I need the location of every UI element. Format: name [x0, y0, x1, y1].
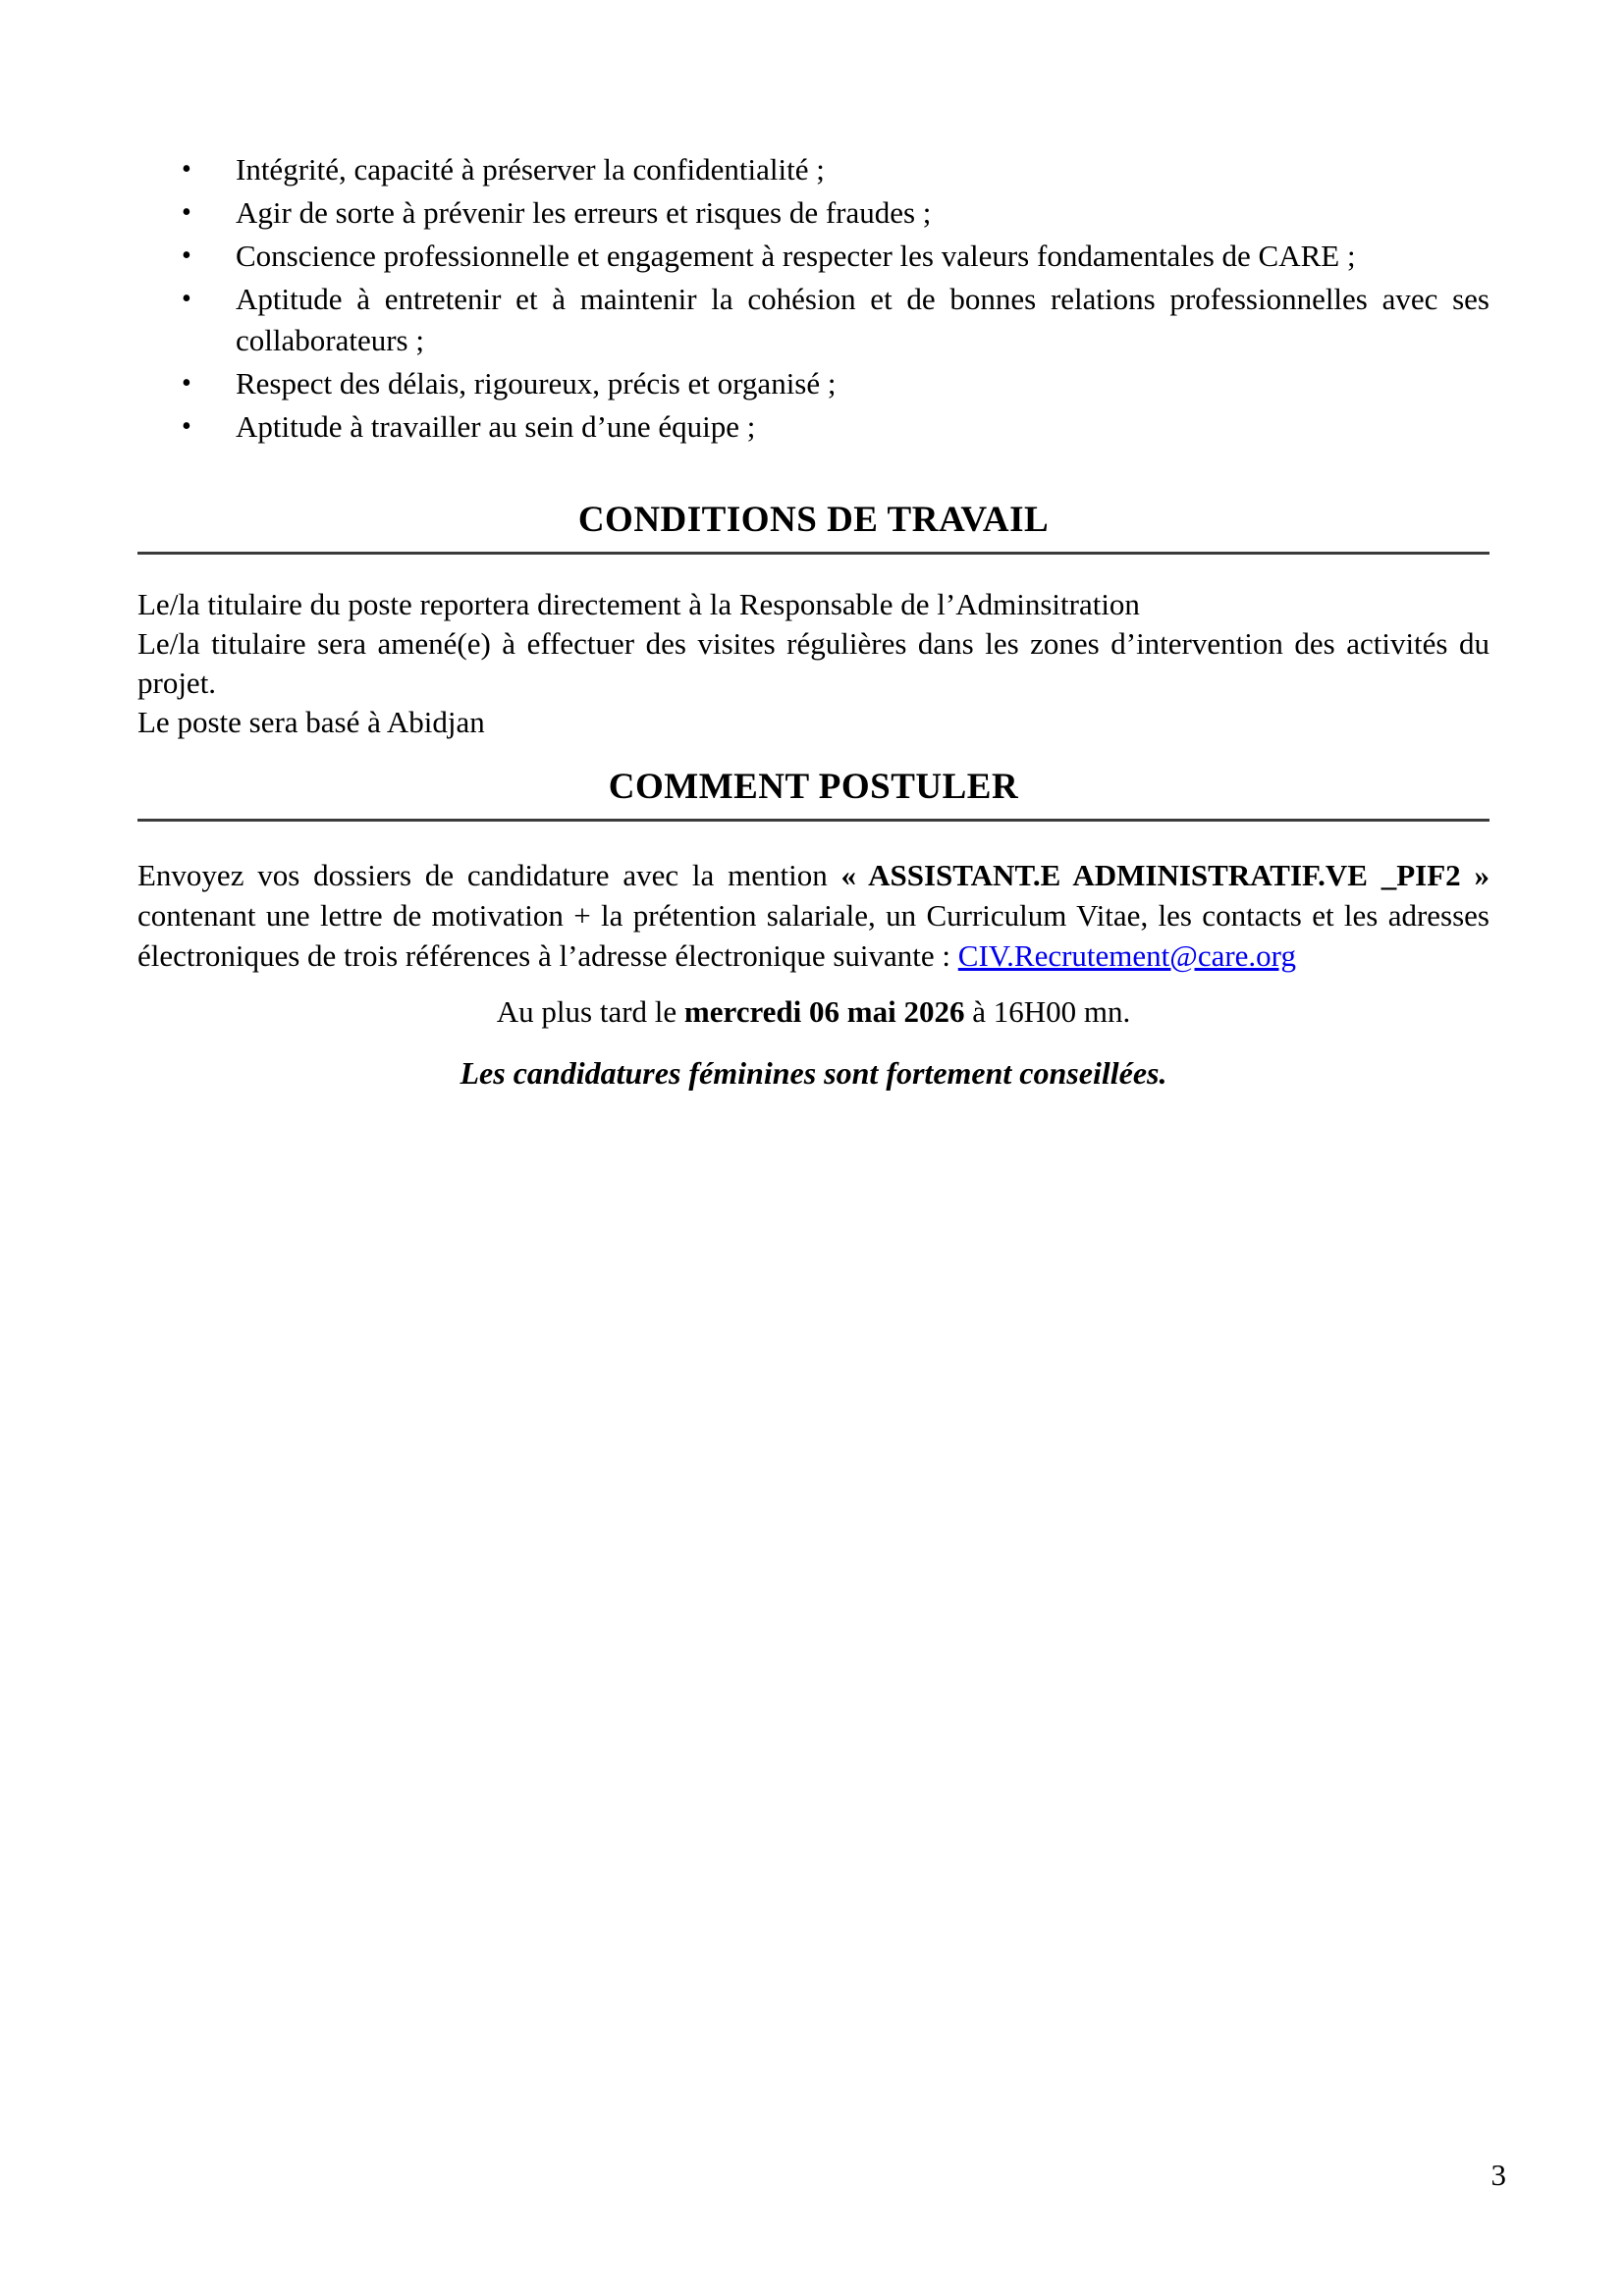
bullet-item — [137, 279, 1489, 361]
deadline-suffix: à 16H00 mn. — [964, 994, 1131, 1029]
bullet-icon: • — [182, 368, 191, 399]
conditions-paragraph-reporting: Le/la titulaire du poste reportera directement à la Responsable de l’Adminsitration — [137, 587, 1140, 621]
bullet-item — [137, 236, 1489, 277]
postuler-paragraph — [137, 855, 1489, 976]
bullet-item — [137, 149, 1489, 190]
deadline-date-bold: mercredi 06 mai 2026 — [683, 994, 965, 1029]
bullet-item-text: Intégrité, capacité à préserver la confidentialité ; — [236, 152, 825, 187]
postuler-text-before-mention: Envoyez vos dossiers de candidature avec la mention — [137, 858, 841, 892]
email-link[interactable]: CIV.Recrutement@care.org — [957, 938, 1296, 973]
postuler-text-after-mention: contenant une lettre de motivation + la prétention salariale, un Curriculum Vitae, les contacts et les adresses électroniques de trois références à l’adresse électronique suivante : — [137, 898, 1489, 973]
bullet-icon: • — [182, 284, 191, 314]
bullet-icon: • — [182, 154, 191, 185]
female-candidates-note: Les candidatures féminines sont fortement conseillées. — [460, 1055, 1167, 1091]
qualities-bullet-list — [137, 149, 1489, 448]
bullet-item-text: Aptitude à travailler au sein d’une équipe ; — [236, 409, 756, 444]
bullet-item-text: Respect des délais, rigoureux, précis et organisé ; — [236, 366, 837, 400]
bullet-item — [137, 192, 1489, 234]
postuler-section-body — [137, 855, 1489, 976]
bullet-item-text: Aptitude à entretenir et à maintenir la cohésion et de bonnes relations professionnelles avec ses collaborateurs ; — [236, 282, 1489, 357]
bullet-item-text: Conscience professionnelle et engagement à respecter les valeurs fondamentales de CARE ; — [236, 239, 1356, 273]
conditions-paragraph-visites: Le/la titulaire sera amené(e) à effectuer des visites régulières dans les zones d’intervention des activités du projet. — [137, 626, 1489, 700]
document-page — [137, 0, 1489, 1093]
bullet-item-text: Agir de sorte à prévenir les erreurs et risques de fraudes ; — [236, 195, 932, 230]
bullet-icon: • — [182, 197, 191, 228]
conditions-paragraph-lieu: Le poste sera basé à Abidjan — [137, 705, 485, 739]
deadline-prefix: Au plus tard le — [496, 994, 684, 1029]
deadline-line — [137, 992, 1489, 1032]
bullet-icon: • — [182, 411, 191, 442]
bullet-item — [137, 363, 1489, 404]
page-number: 3 — [1490, 2158, 1506, 2192]
postuler-mention-bold: « ASSISTANT.E ADMINISTRATIF.VE _PIF2 » — [840, 858, 1489, 892]
conditions-section-body — [137, 585, 1489, 742]
section-title-conditions-de-travail: CONDITIONS DE TRAVAIL — [137, 501, 1489, 555]
bullet-item — [137, 406, 1489, 448]
bullet-icon: • — [182, 240, 191, 271]
section-title-comment-postuler: COMMENT POSTULER — [137, 768, 1489, 822]
